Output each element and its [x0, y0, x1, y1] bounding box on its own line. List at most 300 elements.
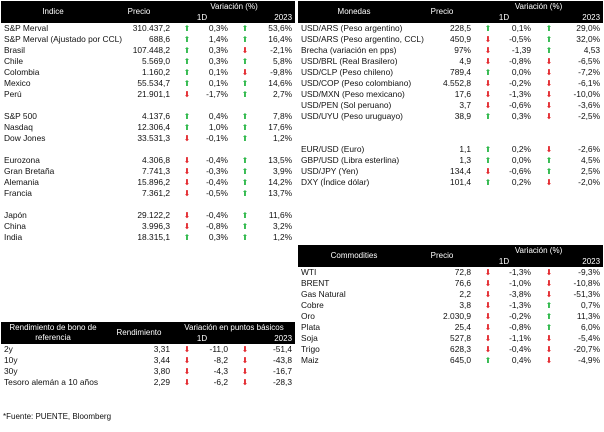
row-ytd-arrow	[534, 23, 564, 34]
row-1d-value: -11,0	[209, 344, 228, 354]
row-name: China	[4, 221, 26, 231]
row-name: USD/PEN (Sol peruano)	[301, 100, 392, 110]
row-ytd-arrow	[534, 100, 564, 111]
arrow-up-icon: ⬆	[241, 233, 249, 242]
table-row	[1, 23, 295, 34]
row-1d-arrow	[173, 221, 201, 232]
row-ytd-arrow	[231, 377, 259, 388]
row-name: Eurozona	[4, 155, 40, 165]
row-ytd-value: 14,2%	[268, 177, 293, 187]
arrow-down-icon: ⬇	[484, 345, 492, 354]
table-row	[1, 133, 295, 144]
table-row	[1, 177, 295, 188]
row-1d-value: -1,3%	[509, 267, 531, 277]
row-price: 97%	[454, 45, 471, 55]
row-name: Maiz	[301, 355, 319, 365]
row-ytd-value: -51,3%	[573, 289, 601, 299]
row-ytd-value: -2,1%	[270, 45, 293, 55]
arrow-up-icon: ⬆	[545, 156, 553, 165]
row-price: 25,4	[454, 322, 471, 332]
arrow-up-icon: ⬆	[484, 156, 492, 165]
row-name: USD/ARS (Peso argentino)	[301, 23, 403, 33]
row-1d-arrow	[173, 355, 201, 366]
row-ytd-arrow	[534, 311, 564, 322]
table-row	[1, 78, 295, 89]
arrow-down-icon: ⬇	[484, 279, 492, 288]
row-price: 4.306,8	[142, 155, 170, 165]
row-ytd-arrow	[231, 166, 259, 177]
row-price: 3,8	[459, 300, 471, 310]
row-price: 55.534,7	[137, 78, 170, 88]
table-row	[298, 78, 603, 89]
arrow-up-icon: ⬆	[484, 178, 492, 187]
row-ytd-value: -9,3%	[578, 267, 601, 277]
commodities-table	[298, 245, 603, 366]
row-1d-value: -0,8%	[509, 322, 531, 332]
table-row	[298, 111, 603, 122]
bonds-body	[1, 344, 295, 388]
arrow-down-icon: ⬇	[545, 68, 553, 77]
table-row	[1, 221, 295, 232]
row-ytd-value: -43,8	[272, 355, 293, 365]
arrow-down-icon: ⬇	[183, 90, 191, 99]
spacer-row	[298, 122, 603, 133]
row-1d-arrow	[173, 366, 201, 377]
row-1d-value: -0,2%	[509, 311, 531, 321]
row-ytd-arrow	[231, 67, 259, 78]
row-1d-arrow	[173, 78, 201, 89]
row-1d-arrow	[474, 34, 502, 45]
row-1d-arrow	[173, 45, 201, 56]
row-name: USD/BRL (Real Brasilero)	[301, 56, 398, 66]
arrow-down-icon: ⬇	[545, 112, 553, 121]
row-1d-arrow	[173, 23, 201, 34]
row-price: 21.901,1	[137, 89, 170, 99]
row-ytd-arrow	[534, 289, 564, 300]
row-ytd-value: 16,4%	[268, 34, 293, 44]
row-1d-arrow	[173, 67, 201, 78]
row-1d-arrow	[474, 344, 502, 355]
row-ytd-value: 1,2%	[272, 232, 293, 242]
arrow-down-icon: ⬇	[183, 211, 191, 220]
row-1d-arrow	[173, 344, 201, 355]
row-1d-arrow	[474, 23, 502, 34]
row-price: 76,6	[454, 278, 471, 288]
row-ytd-value: 29,0%	[576, 23, 601, 33]
row-ytd-value: -2,6%	[578, 144, 601, 154]
row-1d-arrow	[173, 155, 201, 166]
row-name: Japón	[4, 210, 27, 220]
row-1d-value: -1,1%	[509, 333, 531, 343]
row-1d-value: -6,2	[213, 377, 228, 387]
table-row	[1, 34, 295, 45]
row-name: USD/UYU (Peso uruguayo)	[301, 111, 403, 121]
row-ytd-value: 3,2%	[272, 221, 293, 231]
arrow-down-icon: ⬇	[545, 345, 553, 354]
currencies-panel	[298, 1, 603, 188]
row-price: 1,3	[459, 155, 471, 165]
row-ytd-value: -9,8%	[270, 67, 293, 77]
arrow-up-icon: ⬆	[545, 35, 553, 44]
row-price: 4,9	[459, 56, 471, 66]
table-row	[1, 111, 295, 122]
row-1d-arrow	[173, 89, 201, 100]
row-price: 688,6	[149, 34, 170, 44]
table-row	[1, 155, 295, 166]
row-ytd-arrow	[534, 355, 564, 366]
row-1d-value: -0,4%	[206, 155, 228, 165]
row-1d-arrow	[173, 133, 201, 144]
arrow-down-icon: ⬇	[183, 134, 191, 143]
row-ytd-value: -51,4	[272, 344, 293, 354]
arrow-up-icon: ⬆	[241, 24, 249, 33]
table-row	[1, 188, 295, 199]
footnote: *Fuente: PUENTE, Bloomberg	[3, 412, 112, 421]
arrow-down-icon: ⬇	[484, 167, 492, 176]
spacer-row	[1, 100, 295, 111]
row-1d-value: 0,2%	[511, 177, 531, 187]
row-1d-arrow	[474, 78, 502, 89]
arrow-down-icon: ⬇	[484, 35, 492, 44]
row-1d-value: -1,3%	[509, 89, 531, 99]
arrow-up-icon: ⬆	[183, 123, 191, 132]
row-name: DXY (Índice dólar)	[301, 177, 370, 187]
row-ytd-value: -20,7%	[573, 344, 601, 354]
row-price: 18.315,1	[137, 232, 170, 242]
arrow-down-icon: ⬇	[545, 268, 553, 277]
row-1d-value: -0,2%	[509, 78, 531, 88]
bonds-header-name: Rendimiento de bono de referencia	[1, 322, 105, 344]
row-name: USD/COP (Peso colombiano)	[301, 78, 412, 88]
arrow-down-icon: ⬇	[183, 367, 191, 376]
row-ytd-arrow	[534, 111, 564, 122]
row-price: 7.361,2	[142, 188, 170, 198]
row-price: 134,4	[450, 166, 471, 176]
row-1d-value: -0,8%	[509, 56, 531, 66]
arrow-up-icon: ⬆	[545, 167, 553, 176]
table-row	[298, 267, 603, 278]
row-name: GBP/USD (Libra esterlina)	[301, 155, 400, 165]
row-name: Mexico	[4, 78, 31, 88]
row-name: 2y	[4, 344, 13, 354]
arrow-down-icon: ⬇	[484, 90, 492, 99]
row-1d-value: -0,3%	[206, 166, 228, 176]
row-ytd-arrow	[231, 232, 259, 243]
row-1d-arrow	[474, 300, 502, 311]
row-name: WTI	[301, 267, 317, 277]
arrow-up-icon: ⬆	[241, 35, 249, 44]
row-price: 2,2	[459, 289, 471, 299]
commodities-header-var: Variación (%)	[474, 245, 603, 256]
arrow-down-icon: ⬇	[545, 178, 553, 187]
row-ytd-value: 4,5%	[580, 155, 601, 165]
row-price: 450,9	[450, 34, 471, 44]
row-ytd-value: 13,5%	[268, 155, 293, 165]
row-ytd-arrow	[534, 45, 564, 56]
arrow-up-icon: ⬆	[241, 222, 249, 231]
row-ytd-value: 6,0%	[580, 322, 601, 332]
row-ytd-arrow	[231, 366, 259, 377]
table-row	[298, 322, 603, 333]
table-row	[298, 155, 603, 166]
bonds-table	[1, 322, 295, 388]
row-ytd-value: -2,5%	[578, 111, 601, 121]
row-ytd-arrow	[534, 333, 564, 344]
row-ytd-value: -28,3	[272, 377, 293, 387]
table-row	[298, 166, 603, 177]
row-ytd-arrow	[231, 111, 259, 122]
arrow-down-icon: ⬇	[183, 378, 191, 387]
arrow-up-icon: ⬆	[241, 189, 249, 198]
row-price: 3.996,3	[142, 221, 170, 231]
row-1d-arrow	[474, 100, 502, 111]
table-row	[1, 232, 295, 243]
spacer-row	[1, 199, 295, 210]
arrow-down-icon: ⬇	[241, 356, 249, 365]
row-ytd-arrow	[231, 45, 259, 56]
row-ytd-value: 5,8%	[272, 56, 293, 66]
arrow-down-icon: ⬇	[484, 312, 492, 321]
row-ytd-arrow	[534, 67, 564, 78]
row-ytd-arrow	[534, 78, 564, 89]
arrow-up-icon: ⬆	[241, 167, 249, 176]
table-row	[1, 45, 295, 56]
arrow-up-icon: ⬆	[241, 90, 249, 99]
arrow-down-icon: ⬇	[484, 334, 492, 343]
row-1d-arrow	[474, 278, 502, 289]
row-ytd-arrow	[534, 322, 564, 333]
arrow-down-icon: ⬇	[484, 57, 492, 66]
row-price: 3,44	[153, 355, 170, 365]
row-price: 4.552,8	[443, 78, 471, 88]
arrow-up-icon: ⬆	[241, 211, 249, 220]
arrow-down-icon: ⬇	[241, 46, 249, 55]
row-ytd-value: 53,6%	[268, 23, 293, 33]
arrow-down-icon: ⬇	[183, 178, 191, 187]
row-ytd-value: 11,3%	[576, 311, 601, 321]
row-price: 628,3	[450, 344, 471, 354]
row-price: 789,4	[450, 67, 471, 77]
arrow-down-icon: ⬇	[241, 68, 249, 77]
row-1d-arrow	[173, 111, 201, 122]
row-ytd-arrow	[534, 278, 564, 289]
spacer-cell	[1, 100, 295, 111]
arrow-up-icon: ⬆	[241, 57, 249, 66]
row-name: Soja	[301, 333, 318, 343]
indices-header-price: Precio	[105, 1, 173, 23]
row-1d-value: 1,0%	[208, 122, 228, 132]
row-price: 2,29	[153, 377, 170, 387]
arrow-up-icon: ⬆	[241, 156, 249, 165]
arrow-up-icon: ⬆	[183, 79, 191, 88]
row-ytd-value: 14,6%	[268, 78, 293, 88]
arrow-up-icon: ⬆	[545, 24, 553, 33]
indices-header-name: Indice	[1, 1, 105, 23]
row-1d-value: 0,1%	[511, 23, 531, 33]
arrow-down-icon: ⬇	[484, 46, 492, 55]
row-1d-value: -1,3%	[509, 300, 531, 310]
row-1d-arrow	[474, 67, 502, 78]
row-1d-arrow	[474, 111, 502, 122]
row-1d-value: -1,7%	[206, 89, 228, 99]
table-row	[298, 56, 603, 67]
row-1d-arrow	[474, 333, 502, 344]
row-ytd-arrow	[231, 89, 259, 100]
table-row	[298, 355, 603, 366]
row-1d-value: -1,39	[511, 45, 531, 55]
table-row	[298, 333, 603, 344]
table-row	[298, 344, 603, 355]
spacer-row	[1, 144, 295, 155]
currencies-header-name: Monedas	[298, 1, 410, 23]
bonds-header-2023: 2023	[231, 333, 295, 344]
arrow-down-icon: ⬇	[484, 290, 492, 299]
row-name: Nasdaq	[4, 122, 33, 132]
arrow-down-icon: ⬇	[183, 356, 191, 365]
table-row	[1, 122, 295, 133]
arrow-up-icon: ⬆	[545, 312, 553, 321]
row-ytd-value: 0,7%	[580, 300, 601, 310]
arrow-up-icon: ⬆	[183, 233, 191, 242]
arrow-up-icon: ⬆	[241, 178, 249, 187]
row-ytd-value: -3,6%	[578, 100, 601, 110]
row-1d-arrow	[474, 177, 502, 188]
row-ytd-arrow	[534, 300, 564, 311]
currencies-header-price: Precio	[410, 1, 474, 23]
row-1d-arrow	[173, 56, 201, 67]
row-ytd-value: 2,7%	[272, 89, 293, 99]
row-name: Colombia	[4, 67, 40, 77]
row-ytd-value: 32,0%	[576, 34, 601, 44]
row-name: Gas Natural	[301, 289, 346, 299]
arrow-down-icon: ⬇	[545, 356, 553, 365]
row-1d-value: -0,4%	[206, 210, 228, 220]
arrow-down-icon: ⬇	[484, 79, 492, 88]
arrow-up-icon: ⬆	[484, 68, 492, 77]
currencies-header-var: Variación (%)	[474, 1, 603, 12]
row-1d-value: 0,4%	[511, 355, 531, 365]
row-name: 30y	[4, 366, 18, 376]
row-ytd-arrow	[231, 122, 259, 133]
row-ytd-arrow	[231, 23, 259, 34]
row-price: 7.741,3	[142, 166, 170, 176]
row-price: 5.569,0	[142, 56, 170, 66]
arrow-up-icon: ⬆	[545, 46, 553, 55]
arrow-up-icon: ⬆	[241, 79, 249, 88]
indices-body	[1, 23, 295, 243]
row-name: USD/MXN (Peso mexicano)	[301, 89, 405, 99]
table-row	[1, 67, 295, 78]
row-name: Brasil	[4, 45, 25, 55]
row-ytd-value: 7,8%	[272, 111, 293, 121]
spacer-cell	[1, 144, 295, 155]
arrow-down-icon: ⬇	[484, 101, 492, 110]
commodities-header-2023: 2023	[534, 256, 603, 267]
row-price: 72,8	[454, 267, 471, 277]
spacer-cell	[298, 122, 603, 133]
row-1d-arrow	[173, 34, 201, 45]
row-price: 33.531,3	[137, 133, 170, 143]
row-1d-arrow	[474, 311, 502, 322]
row-price: 310.437,2	[132, 23, 170, 33]
row-ytd-arrow	[231, 133, 259, 144]
row-1d-value: -0,5%	[509, 34, 531, 44]
row-1d-arrow	[474, 89, 502, 100]
arrow-down-icon: ⬇	[545, 145, 553, 154]
table-row	[298, 311, 603, 322]
table-row	[298, 23, 603, 34]
table-row	[298, 278, 603, 289]
row-ytd-value: -4,9%	[578, 355, 601, 365]
commodities-body	[298, 267, 603, 366]
row-1d-value: 0,1%	[208, 67, 228, 77]
table-row	[298, 300, 603, 311]
row-name: Tesoro alemán a 10 años	[4, 377, 99, 387]
row-1d-value: -8,2	[213, 355, 228, 365]
row-name: Perú	[4, 89, 22, 99]
row-name: Oro	[301, 311, 315, 321]
row-name: S&P 500	[4, 111, 37, 121]
row-ytd-value: 2,5%	[580, 166, 601, 176]
row-ytd-value: -6,5%	[578, 56, 601, 66]
arrow-down-icon: ⬇	[241, 378, 249, 387]
arrow-up-icon: ⬆	[183, 24, 191, 33]
row-ytd-value: -10,8%	[573, 278, 601, 288]
arrow-down-icon: ⬇	[484, 323, 492, 332]
row-1d-value: 0,3%	[208, 23, 228, 33]
arrow-down-icon: ⬇	[241, 345, 249, 354]
table-row	[1, 166, 295, 177]
row-1d-value: 0,2%	[511, 144, 531, 154]
row-ytd-arrow	[534, 144, 564, 155]
row-price: 29.122,2	[137, 210, 170, 220]
row-1d-value: -3,8%	[509, 289, 531, 299]
currencies-body	[298, 23, 603, 188]
arrow-up-icon: ⬆	[183, 68, 191, 77]
row-price: 2.030,9	[443, 311, 471, 321]
arrow-down-icon: ⬇	[484, 301, 492, 310]
row-ytd-value: 11,6%	[268, 210, 293, 220]
table-row	[1, 366, 295, 377]
row-1d-value: -0,6%	[509, 100, 531, 110]
row-ytd-arrow	[231, 221, 259, 232]
row-price: 3,31	[153, 344, 170, 354]
row-1d-arrow	[474, 155, 502, 166]
row-1d-value: -1,0%	[509, 278, 531, 288]
row-ytd-arrow	[231, 188, 259, 199]
table-row	[298, 144, 603, 155]
row-name: Plata	[301, 322, 321, 332]
row-ytd-value: -7,2%	[578, 67, 601, 77]
row-ytd-arrow	[231, 56, 259, 67]
row-1d-arrow	[173, 122, 201, 133]
table-row	[1, 210, 295, 221]
indices-header-1d: 1D	[173, 12, 231, 23]
table-row	[1, 56, 295, 67]
currencies-table	[298, 1, 603, 188]
row-name: BRENT	[301, 278, 330, 288]
row-ytd-arrow	[534, 34, 564, 45]
arrow-down-icon: ⬇	[241, 367, 249, 376]
row-1d-value: -0,8%	[206, 221, 228, 231]
arrow-up-icon: ⬆	[545, 301, 553, 310]
table-row	[298, 100, 603, 111]
arrow-down-icon: ⬇	[183, 345, 191, 354]
row-ytd-arrow	[534, 155, 564, 166]
arrow-up-icon: ⬆	[183, 35, 191, 44]
row-ytd-value: 1,2%	[272, 133, 293, 143]
row-ytd-arrow	[534, 56, 564, 67]
